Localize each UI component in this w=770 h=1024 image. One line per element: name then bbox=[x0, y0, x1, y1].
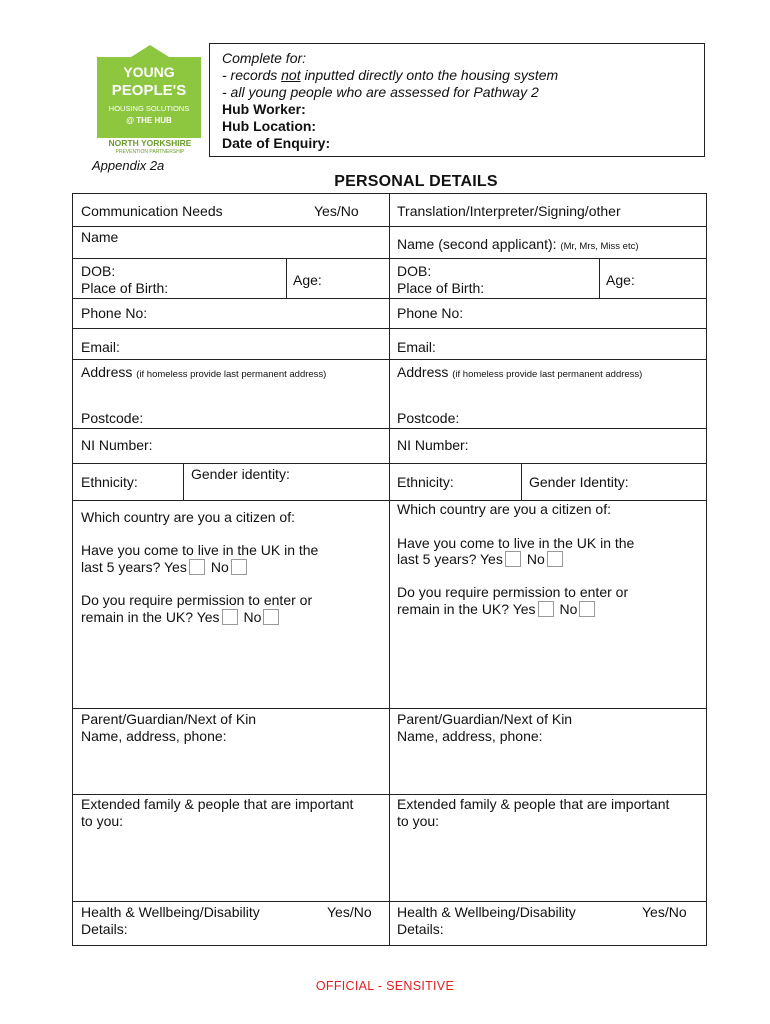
address-field[interactable]: Address (if homeless provide last permanent address) bbox=[81, 364, 327, 380]
name-field[interactable]: Name bbox=[81, 229, 119, 245]
records-line: - records not inputted directly onto the housing system bbox=[222, 67, 559, 83]
page-title: PERSONAL DETAILS bbox=[334, 173, 498, 190]
security-classification-footer: OFFICIAL - SENSITIVE bbox=[315, 979, 455, 993]
second-applicant-name-field[interactable]: Name (second applicant): (Mr, Mrs, Miss etc) bbox=[397, 236, 639, 252]
communication-needs-label: Communication Needs bbox=[81, 203, 223, 219]
logo-sub-1: NORTH YORKSHIRE bbox=[108, 138, 192, 148]
health-yes-no[interactable]: Yes/No bbox=[327, 904, 372, 920]
second-extended-family-field[interactable]: to you: bbox=[397, 813, 440, 829]
second-age-field[interactable]: Age: bbox=[606, 272, 635, 288]
health-wellbeing-label: Health & Wellbeing/Disability bbox=[81, 904, 260, 920]
citizen-country-field[interactable]: Which country are you a citizen of: bbox=[81, 509, 295, 525]
second-health-details-field[interactable]: Details: bbox=[397, 921, 444, 937]
translation-field[interactable]: Translation/Interpreter/Signing/other bbox=[397, 203, 621, 219]
second-uk-5-years-question: Have you come to live in the UK in the bbox=[397, 535, 635, 551]
permission-no-checkbox[interactable] bbox=[263, 609, 279, 625]
postcode-field[interactable]: Postcode: bbox=[81, 410, 144, 426]
hub-location-field[interactable]: Hub Location: bbox=[222, 118, 317, 134]
second-health-yes-no[interactable]: Yes/No bbox=[642, 904, 687, 920]
next-of-kin-field[interactable]: Name, address, phone: bbox=[81, 728, 227, 744]
health-details-field[interactable]: Details: bbox=[81, 921, 128, 937]
second-phone-field[interactable]: Phone No: bbox=[397, 305, 464, 321]
phone-field[interactable]: Phone No: bbox=[81, 305, 148, 321]
communication-needs-yes-no[interactable]: Yes/No bbox=[314, 203, 359, 219]
second-permission-question: Do you require permission to enter or bbox=[397, 584, 629, 600]
ethnicity-field[interactable]: Ethnicity: bbox=[81, 474, 138, 490]
ni-number-field[interactable]: NI Number: bbox=[81, 437, 153, 453]
second-postcode-field[interactable]: Postcode: bbox=[397, 410, 460, 426]
logo-line-3: HOUSING SOLUTIONS bbox=[108, 104, 190, 113]
second-health-wellbeing-label: Health & Wellbeing/Disability bbox=[397, 904, 576, 920]
logo-line-2: PEOPLE'S bbox=[111, 82, 187, 99]
extended-family-field[interactable]: to you: bbox=[81, 813, 124, 829]
permission-answer: remain in the UK? Yes No bbox=[81, 609, 285, 626]
hub-worker-field[interactable]: Hub Worker: bbox=[222, 101, 306, 117]
uk-5-years-question: Have you come to live in the UK in the bbox=[81, 542, 319, 558]
appendix-label: Appendix 2a bbox=[92, 158, 165, 173]
email-field[interactable]: Email: bbox=[81, 339, 120, 355]
age-field[interactable]: Age: bbox=[293, 272, 322, 288]
uk-5-years-yes-checkbox[interactable] bbox=[189, 559, 205, 575]
pathway-line: - all young people who are assessed for Pathway 2 bbox=[222, 84, 539, 100]
logo-sub-2: PREVENTION PARTNERSHIP bbox=[115, 149, 185, 155]
second-place-of-birth-field[interactable]: Place of Birth: bbox=[397, 280, 485, 296]
second-next-of-kin-field[interactable]: Name, address, phone: bbox=[397, 728, 543, 744]
gender-identity-field[interactable]: Gender identity: bbox=[191, 466, 290, 482]
second-dob-field[interactable]: DOB: bbox=[397, 263, 432, 279]
complete-for-line: Complete for: bbox=[222, 50, 307, 66]
dob-field[interactable]: DOB: bbox=[81, 263, 116, 279]
second-permission-no-checkbox[interactable] bbox=[579, 601, 595, 617]
completion-info-box bbox=[209, 43, 705, 157]
second-extended-family-label: Extended family & people that are important bbox=[397, 796, 670, 812]
second-uk-5-years-answer: last 5 years? Yes No bbox=[397, 551, 569, 568]
second-uk-5-years-yes-checkbox[interactable] bbox=[505, 551, 521, 567]
uk-5-years-answer: last 5 years? Yes No bbox=[81, 559, 253, 576]
place-of-birth-field[interactable]: Place of Birth: bbox=[81, 280, 169, 296]
second-next-of-kin-label: Parent/Guardian/Next of Kin bbox=[397, 711, 573, 727]
second-permission-answer: remain in the UK? Yes No bbox=[397, 601, 601, 618]
personal-details-form bbox=[72, 193, 707, 946]
second-permission-yes-checkbox[interactable] bbox=[538, 601, 554, 617]
second-ethnicity-field[interactable]: Ethnicity: bbox=[397, 474, 454, 490]
second-ni-number-field[interactable]: NI Number: bbox=[397, 437, 469, 453]
second-gender-identity-field[interactable]: Gender Identity: bbox=[529, 474, 629, 490]
uk-5-years-no-checkbox[interactable] bbox=[231, 559, 247, 575]
second-uk-5-years-no-checkbox[interactable] bbox=[547, 551, 563, 567]
permission-question: Do you require permission to enter or bbox=[81, 592, 313, 608]
permission-yes-checkbox[interactable] bbox=[222, 609, 238, 625]
young-peoples-housing-logo bbox=[93, 43, 207, 155]
second-address-field[interactable]: Address (if homeless provide last permanent address) bbox=[397, 364, 643, 380]
extended-family-label: Extended family & people that are important bbox=[81, 796, 354, 812]
second-citizen-country-field[interactable]: Which country are you a citizen of: bbox=[397, 501, 611, 517]
date-of-enquiry-field[interactable]: Date of Enquiry: bbox=[222, 135, 331, 151]
logo-line-1: YOUNG bbox=[123, 64, 175, 80]
logo-line-4: @ THE HUB bbox=[126, 116, 172, 125]
next-of-kin-label: Parent/Guardian/Next of Kin bbox=[81, 711, 257, 727]
second-email-field[interactable]: Email: bbox=[397, 339, 436, 355]
